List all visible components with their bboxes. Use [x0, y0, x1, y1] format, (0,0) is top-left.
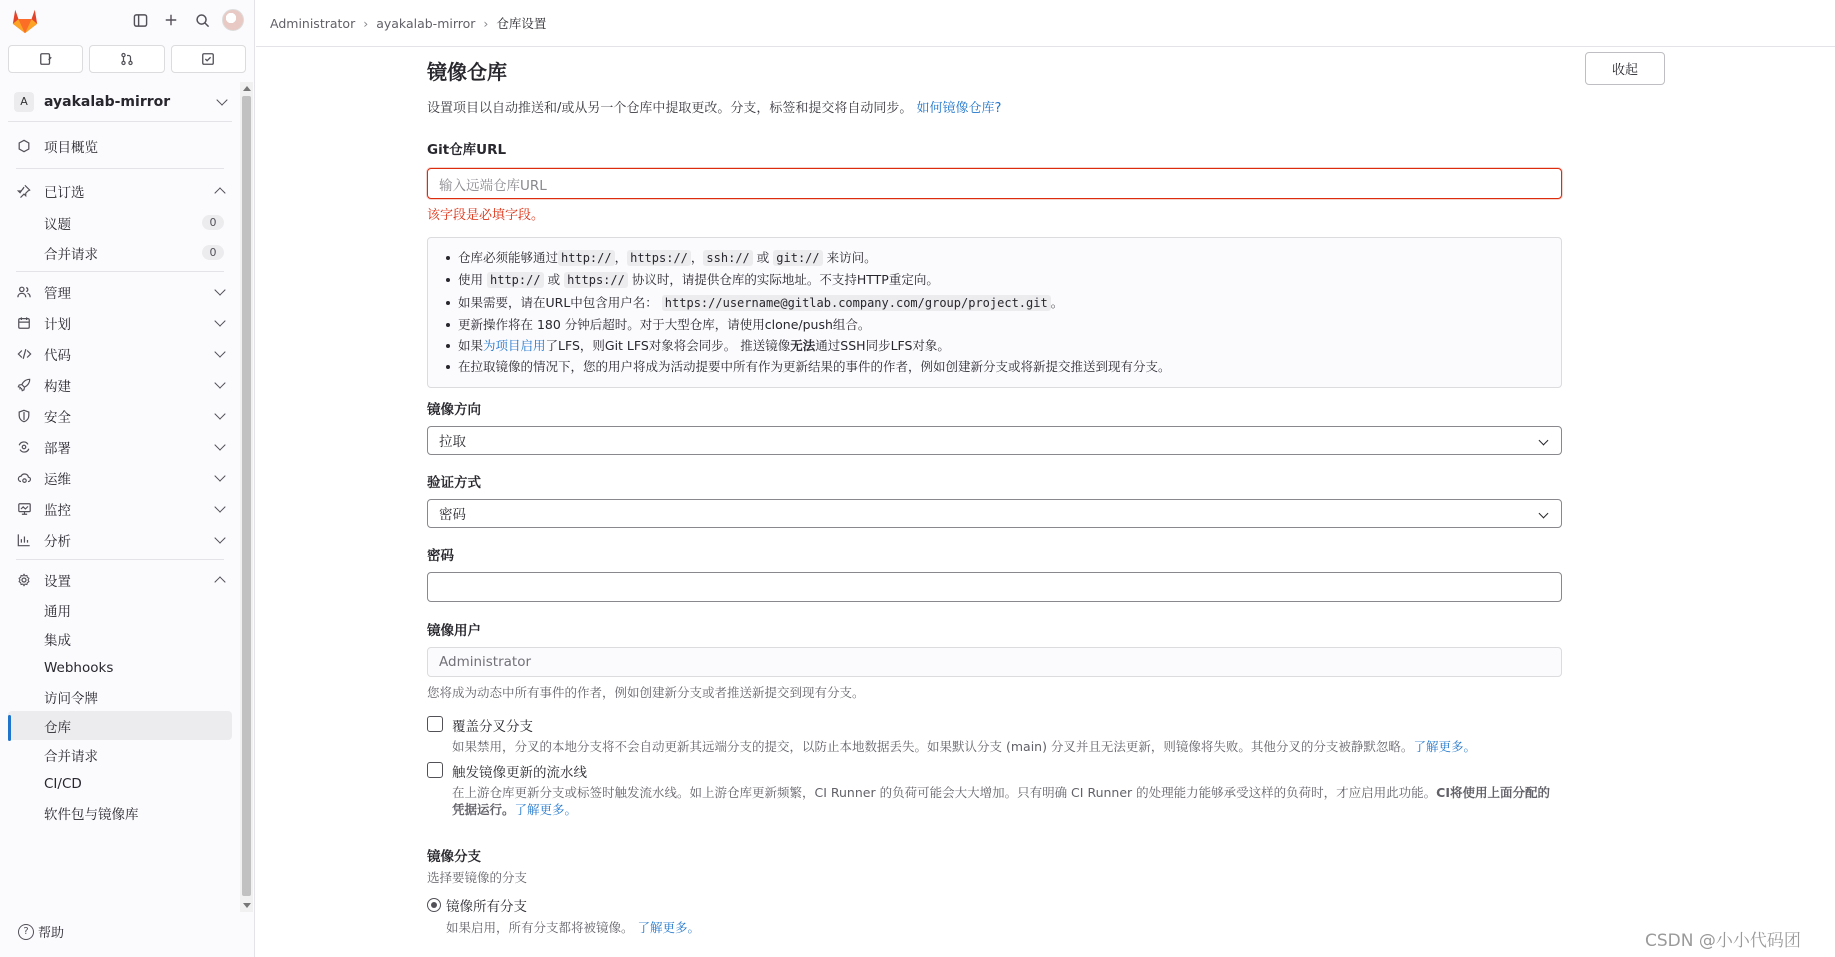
- overwrite-branches-option: [427, 715, 1562, 755]
- git-url-placeholder: 输入远端仓库URL: [439, 177, 547, 194]
- mirror-all-branches-radio[interactable]: [427, 898, 441, 912]
- nav-label: 构建: [44, 378, 71, 395]
- plus-icon[interactable]: [160, 9, 182, 31]
- gear-icon: [16, 572, 32, 588]
- chevron-up-icon: [214, 187, 225, 198]
- deployments-icon: [16, 439, 32, 455]
- nav-label: 访问令牌: [44, 690, 98, 707]
- sidebar-nav: [0, 80, 240, 910]
- mirror-all-branches-help: 如果启用，所有分支都将被镜像。 了解更多。: [446, 919, 701, 935]
- nav-label: 议题: [44, 216, 71, 233]
- nav-settings-merge-requests[interactable]: [8, 740, 232, 769]
- chevron-down-icon: [214, 315, 225, 326]
- sidebar-toggle-icon[interactable]: [129, 9, 151, 31]
- nav-settings-repository[interactable]: [8, 711, 232, 740]
- nav-plan[interactable]: [8, 307, 232, 338]
- nav-label: 软件包与镜像库: [44, 806, 139, 823]
- nav-pinned[interactable]: [8, 173, 232, 209]
- auth-method-select[interactable]: [427, 499, 1562, 528]
- mirror-user-help: 您将成为动态中所有事件的作者，例如创建新分支或者推送新提交到现有分支。: [427, 684, 865, 700]
- mirror-all-branches-label[interactable]: 镜像所有分支: [446, 898, 527, 915]
- scroll-thumb[interactable]: [242, 96, 251, 896]
- description-text: 设置项目以自动推送和/或从另一个仓库中提取更改。分支，标签和提交将自动同步。: [427, 101, 913, 116]
- sidebar-header: [0, 0, 254, 40]
- nav-label: 集成: [44, 632, 71, 649]
- nav-label: Webhooks: [44, 659, 114, 676]
- search-icon[interactable]: [191, 9, 213, 31]
- nav-label: 已订选: [44, 185, 85, 201]
- overwrite-branches-checkbox[interactable]: [427, 716, 443, 732]
- nav-label: 设置: [44, 573, 71, 590]
- info-item: 使用 http:// 或 https:// 协议时，请提供仓库的实际地址。不支持HTTP重定向。: [440, 269, 1549, 291]
- info-item: 更新操作将在 180 分钟后超时。对于大型仓库，请使用clone/push组合。: [440, 314, 1549, 335]
- git-url-input[interactable]: [427, 168, 1562, 199]
- chevron-down-icon: [214, 377, 225, 388]
- nav-settings-cicd[interactable]: [8, 769, 232, 798]
- nav-pinned-issues[interactable]: [8, 207, 232, 238]
- project-switcher[interactable]: [8, 82, 232, 122]
- nav-analyze[interactable]: [8, 524, 232, 555]
- info-item: 如果需要，请在URL中包含用户名： https://username@gitlab.company.com/group/project.git 。: [440, 292, 1549, 314]
- trigger-pipelines-checkbox[interactable]: [427, 762, 443, 778]
- help-label: 帮助: [38, 926, 65, 941]
- nav-label: 分析: [44, 533, 71, 550]
- overwrite-branches-label[interactable]: 覆盖分叉分支: [452, 718, 533, 735]
- chevron-down-icon: [214, 532, 225, 543]
- rocket-icon: [16, 377, 32, 393]
- count-badge: 0: [202, 215, 224, 230]
- auth-method-value: 密码: [439, 507, 466, 524]
- breadcrumb-separator-icon: ›: [483, 15, 489, 31]
- monitor-icon: [16, 501, 32, 517]
- mirror-branches-help: 选择要镜像的分支: [427, 869, 528, 885]
- shield-icon: [16, 408, 32, 424]
- nav-label: 合并请求: [44, 246, 98, 263]
- calendar-icon: [16, 315, 32, 331]
- how-to-mirror-link[interactable]: 如何镜像仓库?: [916, 101, 1002, 116]
- project-avatar: A: [14, 92, 34, 112]
- breadcrumb-item[interactable]: ayakalab-mirror: [376, 15, 476, 31]
- auth-method-label: 验证方式: [427, 474, 481, 491]
- nav-label: 管理: [44, 285, 71, 302]
- merge-requests-tab-icon[interactable]: [89, 45, 164, 73]
- mirror-all-branches-option: [427, 895, 1562, 915]
- help-icon: ?: [18, 924, 34, 940]
- nav-security[interactable]: [8, 400, 232, 431]
- chart-icon: [16, 532, 32, 548]
- learn-more-link[interactable]: 了解更多。: [1413, 738, 1476, 754]
- nav-project-overview[interactable]: [8, 128, 232, 164]
- sidebar-quick-tabs: [0, 40, 254, 73]
- breadcrumb: [256, 0, 1835, 47]
- nav-label: 部署: [44, 440, 71, 457]
- divider: [16, 271, 224, 272]
- chevron-down-icon: [214, 346, 225, 357]
- nav-label: 监控: [44, 502, 71, 519]
- nav-label: 安全: [44, 409, 71, 426]
- nav-settings-integrations[interactable]: [8, 624, 232, 653]
- nav-monitor[interactable]: [8, 493, 232, 524]
- scroll-down-icon[interactable]: [243, 903, 251, 908]
- section-description: [427, 97, 1562, 116]
- mirror-direction-select[interactable]: [427, 426, 1562, 455]
- nav-deploy[interactable]: [8, 431, 232, 462]
- nav-label: CI/CD: [44, 775, 82, 792]
- mirror-user-value: Administrator: [439, 653, 532, 670]
- nav-settings-packages[interactable]: [8, 798, 232, 827]
- sidebar-scrollbar[interactable]: [240, 82, 253, 912]
- todo-tab-icon[interactable]: [171, 45, 246, 73]
- nav-label: 仓库: [44, 719, 71, 736]
- code-icon: [16, 346, 32, 362]
- nav-build[interactable]: [8, 369, 232, 400]
- help-button[interactable]: [18, 922, 64, 941]
- git-url-label: Git仓库URL: [427, 142, 507, 158]
- nav-code[interactable]: [8, 338, 232, 369]
- mirror-info-box: [427, 237, 1562, 388]
- nav-settings-access-tokens[interactable]: [8, 682, 232, 711]
- user-avatar[interactable]: [222, 9, 244, 31]
- divider: [16, 559, 224, 560]
- nav-label: 通用: [44, 603, 71, 620]
- nav-label: 项目概览: [44, 140, 98, 156]
- enable-lfs-link[interactable]: 为项目启用: [483, 338, 546, 354]
- breadcrumb-item[interactable]: Administrator: [270, 15, 356, 31]
- nav-label: 运维: [44, 471, 71, 488]
- info-item: 如果为项目启用了LFS，则Git LFS对象将会同步。 推送镜像无法通过SSH同步LFS对象。: [440, 335, 1549, 356]
- nav-settings-general[interactable]: [8, 595, 232, 624]
- mirror-settings-section: [427, 48, 1638, 936]
- chevron-up-icon: [214, 576, 225, 587]
- chevron-down-icon: [214, 284, 225, 295]
- chevron-down-icon: [216, 94, 227, 105]
- users-icon: [16, 284, 32, 300]
- page-title: 镜像仓库: [427, 60, 507, 84]
- trigger-pipelines-help: 在上游仓库更新分支或标签时触发流水线。如上游仓库更新频繁，CI Runner 的负荷可能会大大增加。只有明确 CI Runner 的处理能力能够承受这样的负荷时，才应启用此功能。CI将使用上面分配的凭据运行。了解更多。: [452, 784, 1550, 817]
- chevron-down-icon: [214, 439, 225, 450]
- chevron-down-icon: [214, 408, 225, 419]
- issues-tab-icon[interactable]: [8, 45, 83, 73]
- nav-label: 计划: [44, 316, 71, 333]
- project-name: ayakalab-mirror: [44, 93, 171, 110]
- chevron-down-icon: [1539, 508, 1549, 518]
- password-label: 密码: [427, 547, 454, 564]
- collapse-button[interactable]: 收起: [1585, 52, 1665, 85]
- learn-more-link[interactable]: 了解更多。: [637, 919, 701, 935]
- nav-manage[interactable]: [8, 276, 232, 307]
- nav-label: 代码: [44, 347, 71, 364]
- chevron-down-icon: [214, 501, 225, 512]
- pin-icon: [16, 183, 32, 199]
- nav-pinned-merge-requests[interactable]: [8, 238, 232, 267]
- nav-settings-webhooks[interactable]: [8, 653, 232, 682]
- mirror-direction-value: 拉取: [439, 434, 466, 451]
- learn-more-link[interactable]: 了解更多。: [514, 801, 578, 817]
- scroll-up-icon[interactable]: [243, 86, 251, 91]
- divider: [16, 168, 224, 169]
- breadcrumb-separator-icon: ›: [363, 15, 369, 31]
- nav-operate[interactable]: [8, 462, 232, 493]
- info-item: 在拉取镜像的情况下，您的用户将成为活动提要中所有作为更新结果的事件的作者，例如创建新分支或将新提交推送到现有分支。: [440, 356, 1549, 377]
- git-url-error: 该字段是必填字段。: [427, 208, 545, 223]
- sidebar: [0, 0, 255, 957]
- nav-settings[interactable]: [8, 564, 232, 595]
- project-icon: [16, 138, 32, 154]
- trigger-pipelines-label[interactable]: 触发镜像更新的流水线: [452, 764, 587, 781]
- nav-label: 合并请求: [44, 748, 98, 765]
- count-badge: 0: [202, 245, 224, 260]
- mirror-user-label: 镜像用户: [427, 622, 481, 639]
- breadcrumb-current[interactable]: 仓库设置: [496, 16, 547, 31]
- mirror-branches-label: 镜像分支: [427, 848, 481, 865]
- mirror-user-input: [427, 647, 1562, 677]
- mirror-direction-label: 镜像方向: [427, 401, 481, 418]
- password-input[interactable]: [427, 572, 1562, 602]
- trigger-pipelines-option: [427, 761, 1562, 818]
- cloud-gear-icon: [16, 470, 32, 486]
- gitlab-logo-icon[interactable]: [10, 6, 40, 34]
- info-item: 仓库必须能够通过 http:// ， https:// ， ssh:// 或 git:// 来访问。: [440, 247, 1549, 269]
- overwrite-branches-help: 如果禁用，分叉的本地分支将不会自动更新其远端分支的提交，以防止本地数据丢失。如果默认分支 (main) 分叉并且无法更新，则镜像将失败。其他分叉的分支被静默忽略。了解更多。: [452, 738, 1476, 754]
- chevron-down-icon: [214, 470, 225, 481]
- watermark: CSDN @小小代码团: [1645, 931, 1801, 951]
- chevron-down-icon: [1539, 435, 1549, 445]
